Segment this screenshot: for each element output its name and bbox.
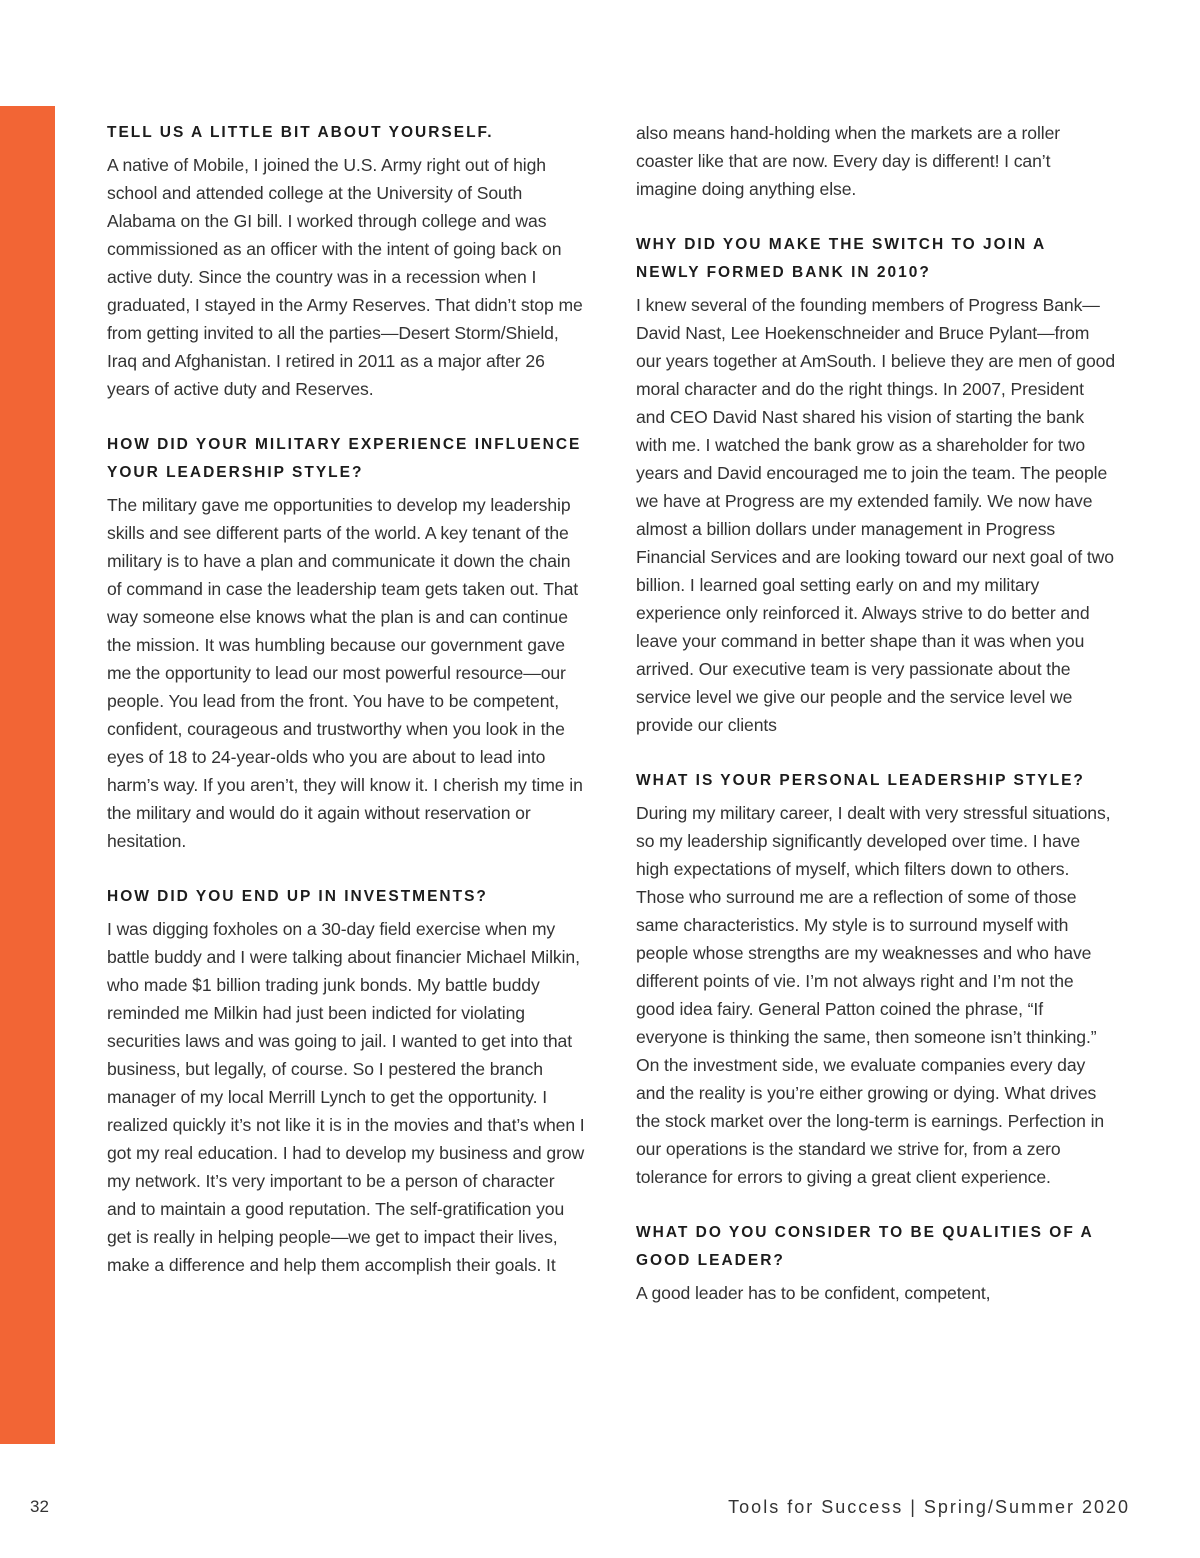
section-heading: HOW DID YOU END UP IN INVESTMENTS? <box>107 888 488 905</box>
page-number: 32 <box>30 1497 49 1516</box>
section-body: A good leader has to be confident, competent, <box>636 1283 991 1303</box>
right-column <box>636 119 1116 1335</box>
section-heading: WHY DID YOU MAKE THE SWITCH TO JOIN A NEWLY FORMED BANK IN 2010? <box>636 236 1046 281</box>
section-body: I was digging foxholes on a 30-day field exercise when my battle buddy and I were talking about financier Michael Milkin, who made $1 billion trading junk bonds. My battle buddy reminded me Milkin had just been indicted for violating securities laws and was going to jail. I wanted to get into that business, but legally, of course. So I pestered the branch manager of my local Merrill Lynch to get the opportunity. I realized quickly it’s not like it is in the movies and that’s when I got my real education. I had to develop my business and grow my network. It’s very important to be a person of character and to maintain a good reputation. The self-gratification you get is really in helping people—we get to impact their lives, make a difference and help them accomplish their goals. It <box>107 919 585 1275</box>
section-body: A native of Mobile, I joined the U.S. Army right out of high school and attended college at the University of South Alabama on the GI bill. I worked through college and was commissioned as an officer with the intent of going back on active duty. Since the country was in a recession when I graduated, I stayed in the Army Reserves. That didn’t stop me from getting invited to all the parties—Desert Storm/Shield, Iraq and Afghanistan. I retired in 2011 as a major after 26 years of active duty and Reserves. <box>107 155 583 399</box>
left-column <box>107 119 587 1307</box>
section-body: I knew several of the founding members of Progress Bank—David Nast, Lee Hoekenschneider and Bruce Pylant—from our years together at AmSouth. I believe they are men of good moral character and do the right things. In 2007, President and CEO David Nast shared his vision of starting the bank with me. I watched the bank grow as a shareholder for two years and David encouraged me to join the team. The people we have at Progress are my extended family. We now have almost a billion dollars under management in Progress Financial Services and are looking toward our next goal of two billion. I learned goal setting early on and my military experience only reinforced it. Always strive to do better and leave your command in better shape than it was when you arrived. Our executive team is very passionate about the service level we give our people and the service level we provide our clients <box>636 295 1115 735</box>
accent-bar <box>0 106 55 1444</box>
section-heading: WHAT DO YOU CONSIDER TO BE QUALITIES OF A GOOD LEADER? <box>636 1224 1094 1269</box>
section-heading: WHAT IS YOUR PERSONAL LEADERSHIP STYLE? <box>636 772 1085 789</box>
continued-text: also means hand-holding when the markets are a roller coaster like that are now. Every day is different! I can’t imagine doing anything else. <box>636 123 1061 199</box>
section-body: During my military career, I dealt with very stressful situations, so my leadership significantly developed over time. I have high expectations of myself, which filters down to others. Those who surround me are a reflection of some of those same characteristics. My style is to surround myself with people whose strengths are my weaknesses and who have different points of vie. I’m not always right and I’m not the good idea fairy. General Patton coined the phrase, “If everyone is thinking the same, then someone isn’t thinking.” On the investment side, we evaluate companies every day and the reality is you’re either growing or dying. What drives the stock market over the long-term is earnings. Perfection in our operations is the standard we strive for, from a zero tolerance for errors to giving a great client experience. <box>636 803 1111 1187</box>
section-body: The military gave me opportunities to develop my leadership skills and see different parts of the world. A key tenant of the military is to have a plan and communicate it down the chain of command in case the leadership team gets taken out. That way someone else knows what the plan is and can continue the mission. It was humbling because our government gave me the opportunity to lead our most powerful resource—our people. You lead from the front. You have to be competent, confident, courageous and trustworthy when you look in the eyes of 18 to 24-year-olds who you are about to lead into harm’s way. If you aren’t, they will know it. I cherish my time in the military and would do it again without reservation or hesitation. <box>107 495 583 851</box>
section-heading: HOW DID YOUR MILITARY EXPERIENCE INFLUENCE YOUR LEADERSHIP STYLE? <box>107 436 582 481</box>
publication-title: Tools for Success | Spring/Summer 2020 <box>728 1497 1130 1517</box>
section-heading: TELL US A LITTLE BIT ABOUT YOURSELF. <box>107 124 494 141</box>
